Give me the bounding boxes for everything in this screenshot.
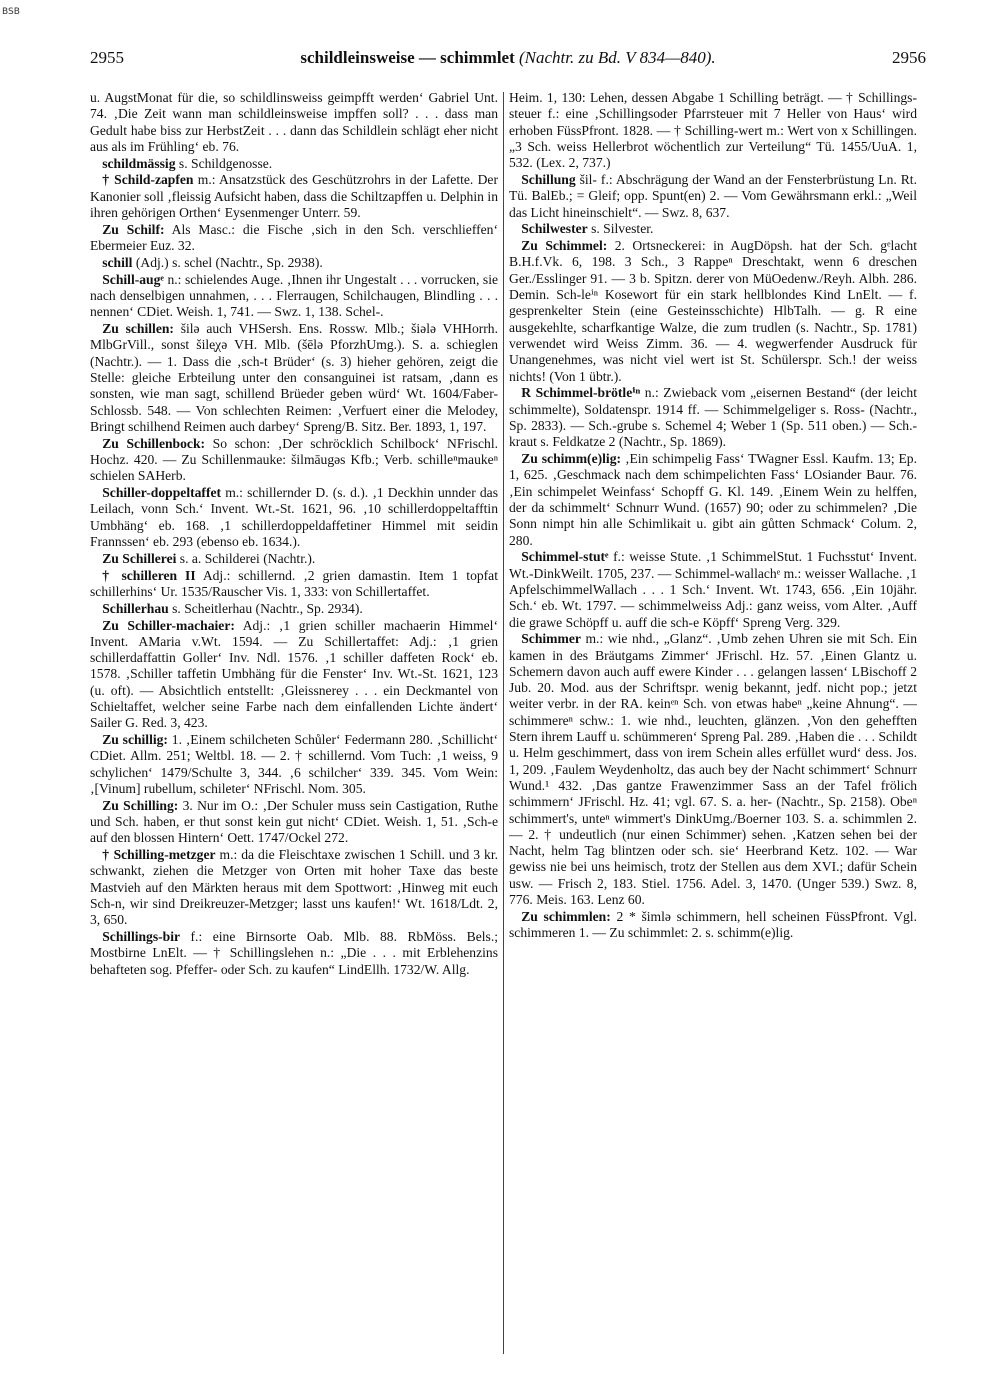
entry-text: m.: schillernder D. (s. d.). ‚1 Deckhin unnder das Leilach, vonn Sch.‘ Invent. Wt.-St. 1621, 96. ‚10 schillerdoppeltafftin Umbhäng‘ eb. 168. ‚1 schillerdoppeldaffetiner Himmel mit seidin Frannssen‘ eb. 293 (ebenso eb. 1634.).	[90, 485, 498, 550]
entry-headword: Schillung	[521, 171, 576, 187]
dictionary-entry	[509, 385, 917, 450]
entry-text: 1. ‚Einem schilcheten Schůler‘ Federmann 280. ‚Schillicht‘ CDiet. Allm. 251; Weltbl. 18. — 2. † schillernd. Vom Tuch: ‚1 weiss, 9 schylichen‘ 1479/Schulte 3, 344. ‚6 schilcher‘ 339. 345. Vom Wein: ‚[Vinum] rubellum, schileter‘ NFrischl. Nom. 305.	[90, 732, 498, 796]
entry-headword: Zu Schilf:	[102, 221, 165, 237]
dictionary-entry	[90, 551, 498, 567]
entry-headword: Zu Schiller-machaier:	[102, 617, 235, 633]
entry-headword: Schill-augᵉ	[102, 271, 164, 287]
entry-text: f.: weisse Stute. ‚1 SchimmelStut. 1 Fuchsstut‘ Invent. Wt.-DinkWeilt. 1705, 237. — Schimmel-wallachᵉ m.: weisser Wallache. ‚1 ApfelschimmelWallach . . . 1 Sch.‘ Invent. Wt. 1743, 656. ‚Ein 10jähr. Sch.‘ eb. Wt. 1797. — schimmelweiss Adj.: ganz weiss, vom Alter. ‚Auff die grawe Schöpff u. auff die sch‑e Köpff‘ Spreng Verg. 329.	[509, 549, 917, 630]
entry-text: s. Silvester.	[591, 221, 654, 237]
entry-text: m.: Ansatzstück des Geschützrohrs in der Lafette. Der Kanonier soll ‚fleissig Aufsicht haben, dass die Schiltzapffen u. Delphin in ihren gehörigen Orthen‘ Eysenmenger Unterr. 59.	[90, 172, 498, 221]
right-column	[509, 90, 917, 1362]
entry-headword: Schimmer	[521, 631, 581, 647]
dictionary-entry	[90, 618, 498, 732]
running-title-keywords: schildleinsweise — schimmlet	[300, 48, 515, 67]
entry-headword: † Schild-zapfen	[102, 172, 194, 188]
entry-headword: Zu schimmlen:	[521, 908, 611, 924]
dictionary-entry	[509, 238, 917, 385]
entry-headword: Schillings-bir	[102, 929, 181, 945]
entry-text: m.: da die Fleischtaxe zwischen 1 Schill. und 3 kr. schwankt, ziehen die Metzger von Orten mit hoher Taxe das beste Mastvieh auf den Märkten heraus mit dem Spottwort: ‚Hinweg mit euch Sch‑n, wir sind Dreikreuzer-Metzger; lasst uns kaufen!‘ Wt. 1618/Ldt. 2, 3, 650.	[90, 847, 498, 928]
dictionary-entry	[90, 321, 498, 435]
dictionary-entry	[90, 255, 498, 271]
entry-headword: Schillerhau	[102, 600, 169, 616]
left-column	[90, 90, 498, 1362]
entry-headword: Schilwester	[521, 221, 588, 237]
entry-headword: Zu Schillerei	[102, 550, 177, 566]
entry-headword: schill	[102, 254, 133, 270]
entry-text: n.: schielendes Auge. ‚Ihnen ihr Ungestalt . . . vorrucken, sie nach denselbigen unnahmen, . . . Flerraugen, Schilchaugen, Blindling . . . nennen‘ CDiet. Weish. 1, 741. — Swz. 1, 138. Schel-.	[90, 271, 498, 320]
entry-headword: † Schilling-metzger	[102, 847, 216, 863]
dictionary-entry	[509, 631, 917, 908]
entry-text: 3. Nur im O.: ‚Der Schuler muss sein Castigation, Ruthe und Sch. haben, er thut sonst kein gut nicht‘ CDiet. Weish. 1, 51. ‚Sch‑e auf den blossen Hintern‘ Oett. 1747/Ockel 272.	[90, 797, 498, 846]
dictionary-entry	[509, 549, 917, 630]
entry-text: 2. Ortsneckerei: in AugDöpsh. hat der Sch. gᵉlacht B.H.f.Vk. 6, 198. 3 Sch., 3 Rappeⁿ Dreschtakt, wenn 6 dreschen Ger./Esslinger 91. — 3 b. Spitzn. derer von MüOedenw./Reyh. Albh. 286. Demin. Sch-leⁱⁿ Kosewort für ein stark hellblondes Kind LnElt. — f. gesprenkelter Stein (eine Gesteinsschichte) HlbTalh. — g. R eine ausgekehlte, scharfkantige Walze, die zum trudlen (s. Nachtr., Sp. 1781) verwendet wird Weiss Zimm. 36. — 4. wegwerfender Ausdruck für Unangenehmes, was nicht viel wert ist St. Schülerspr. Sch.! der weiss nichts! (Von 1 übtr.).	[509, 238, 917, 384]
entry-headword: Zu Schilling:	[102, 797, 179, 813]
dictionary-entry	[90, 222, 498, 255]
entry-text: s. a. Schilderei (Nachtr.).	[179, 550, 316, 566]
entry-text: ‚Ein schimpelig Fass‘ TWagner Essl. Kaufm. 13; Ep. 1, 625. ‚Geschmack nach dem schimpelichten Fass‘ LOsiander Baur. 76. ‚Ein schimpelet Weinfass‘ Schopff G. Kl. 149. ‚Einem Wein zu helffen, der da schimmelt‘ Schnurr Wund. (1657) 90; oder zu schimmelen? ‚Die Sonn nimpt hin alle Schimlikait u. gibt ain gůtten Schmack‘ Colum. 2, 280.	[509, 451, 917, 548]
entry-text: šilə auch VHSersh. Ens. Rossw. Mlb.; šiələ VHHorrh. MlbGrVill., sonst šilᶒχə VH. Mlb. (šēlə PforzhUmg.). S. a. schieglen (Nachtr.). — 1. Dass die ‚sch‑t Brüder‘ (s. 3) hieher gehören, zeigt die Stelle: gleiche Erbteilung unter den consanguinei ist ratsam, ‚dann es sonsten, wie man sagt, schillend Brüeder geben würd‘ Wt. 1604/Faber-Schlossb. 548. — Von schlechten Reimen: ‚Verfuert einer die Melodey, Bringt schilhend Reimen auch darbey‘ Spreng/B. Sitz. Ber. 1893, 1, 197.	[90, 321, 498, 434]
entry-text: m.: wie nhd., „Glanz“. ‚Umb zehen Uhren sie mit Sch. Ein kamen in des Bräutgams Zimmer‘ JFrischl. Hz. 57. ‚Einen Glantz u. Schemern davon auch auff ewere Kinder . . . gelangen lassen‘ LBischoff 2 Jub. 20. Mod. aus der Schriftspr. wenig bekannt, jedf. nicht pop.; jetzt weiter verbr. in der RA. keinᵉⁿ Sch. von etwas habeⁿ „keine Ahnung“. — schimmereⁿ schw.: 1. wie nhd., leuchten, glänzen. ‚Von den gehefften Stern ihrem Lauff u. schümmeren‘ Spreng Pal. 289. ‚Haben die . . . Schildt u. Helm geschimmert, dass von irem Schein alles erfüllet wurd‘ dess. Jos. 1, 209. ‚Faulem Weydenholtz, das auch bey der Nacht schimmert‘ Schnurr Wund.¹ 432. ‚Das gantze Frawenzimmer Sass an der Tafel frölich schimmern‘ JFrischl. Hz. 41; vgl. 67. S. a. her- (Nachtr., Sp. 2158). Obeⁿ schimmert's, unteⁿ wimmert's DinkUmg./Boerner 103. S. a. schimmlen 2. — 2. † undeutlich (nur einen Schimmer) sehen. ‚Katzen sehen bei der Nacht, helm Tag blintzen oder sch. sie‘ Heerbrand Ketz. 102. — War gewiss nie bei uns heimisch, trotz der Stellen aus dem XVI.; dafür Schein usw. — Frisch 2, 183. Stiel. 1756. Adel. 3, 1470. (Unger 539.) Swz. 8, 776. Meis. 163. Lenz 60.	[509, 631, 917, 908]
entry-headword: Schimmel-stutᵉ	[521, 549, 609, 565]
running-title	[90, 44, 926, 72]
running-title-reference: (Nachtr. zu Bd. V 834—840).	[519, 48, 716, 67]
entry-text: (Adj.) s. schel (Nachtr., Sp. 2938).	[135, 254, 323, 270]
dictionary-entry	[90, 436, 498, 485]
entry-headword: R Schimmel-brötleⁱⁿ	[521, 385, 641, 401]
entry-headword: Zu schillen:	[102, 321, 174, 337]
entry-text: u. AugstMonat für die, so schildlinsweiss geimpfft werden‘ Gabriel Unt. 74. ‚Die Zeit wann man schildleinsweise impffen soll? . . . dass man Gedult habe biss zur HerbstZeit . . . dann das Schildlein schlägt eher nicht aus als im Frühling‘ eb. 76.	[90, 90, 498, 154]
dictionary-entry	[509, 451, 917, 549]
entry-text: s. Scheitlerhau (Nachtr., Sp. 2934).	[172, 600, 363, 616]
dictionary-entry	[90, 90, 498, 155]
dictionary-entry	[509, 221, 917, 237]
page-number-left: 2955	[90, 48, 124, 67]
entry-headword: Zu Schimmel:	[521, 238, 608, 254]
entry-text: 2 * šimlə schimmern, hell scheinen FüssPfront. Vgl. schimmeren 1. — Zu schimmlet: 2. s. schimm(e)lig.	[509, 908, 917, 941]
dictionary-entry	[509, 172, 917, 221]
entry-text: Adj.: schillernd. ‚2 grien damastin. Item 1 topfat schillerhins‘ Ur. 1535/Rauscher Vis. 1, 333: von Schillertaffet.	[90, 567, 498, 599]
library-stamp: BSB	[2, 7, 20, 17]
dictionary-entry	[90, 156, 498, 172]
dictionary-entry	[90, 929, 498, 978]
entry-text: šil- f.: Abschrägung der Wand an der Fensterbrüstung Ln. Rt. Tü. BalEb.; = Gleif; opp. Spunt(en) 2. — Vom Gewährsmann erkl.: „Weil das Licht hineinschielt“. — Swz. 8, 637.	[509, 171, 917, 220]
entry-text: Als Masc.: die Fische ‚sich in den Sch. verschlieffen‘ Ebermeier Euz. 32.	[90, 221, 498, 254]
entry-headword: † schilleren II	[102, 567, 196, 583]
entry-text: f.: eine Birnsorte Oab. Mlb. 88. RbMöss. Bels.; Mostbirne LnElt. — † Schillingslehen n.: „Die . . . mit Erblehenzins behafteten sog. Pfeffer- oder Sch. zu kaufen“ LindEllh. 1732/W. Allg.	[90, 929, 498, 977]
entry-headword: Schiller-doppeltaffet	[102, 485, 222, 501]
page-number-right: 2956	[892, 48, 926, 67]
entry-text: Adj.: ‚1 grien schiller machaerin Himmel‘ Invent. AMaria v.Wt. 1594. — Zu Schillertaffet: Adj.: ‚1 grien schillerdaffattin Goller‘ Inv. Ndl. 1576. ‚1 schiller daffeten Rock‘ eb. 1578. ‚Schiller taffetin Umbhäng für die Fenster‘ Inv. Wt.-St. 1621, 123 (u. oft). — Absichtlich entstellt: ‚Gleissnerey . . . ein Deckmantel von Schieltaffet, welcher seine Farbe nach dem einfallenden Lichte ändert‘ Sailer G. Red. 3, 423.	[90, 617, 498, 731]
dictionary-entry	[509, 909, 917, 942]
entry-text: Heim. 1, 130: Lehen, dessen Abgabe 1 Schilling beträgt. — † Schillings-steuer f.: eine ‚Schillingsoder Pfarrsteuer mit 7 Heller von Haus‘ wird erhoben FüssPfront. 1828. — † Schilling-wert m.: Wert von x Schillingen. „3 Sch. weiss Hellerbrot wöchentlich zur Verteilung“ Tü. 1455/UuA. 1, 532. (Lex. 2, 737.)	[509, 90, 917, 171]
dictionary-entry	[509, 90, 917, 171]
column-divider	[503, 92, 504, 1354]
dictionary-entry	[90, 172, 498, 221]
dictionary-entry	[90, 568, 498, 601]
entry-headword: Zu Schillenbock:	[102, 435, 206, 451]
dictionary-entry	[90, 485, 498, 550]
entry-headword: Zu schimm(e)lig:	[521, 451, 622, 467]
page-header	[90, 44, 926, 72]
dictionary-entry	[90, 847, 498, 928]
entry-text: So schon: ‚Der schröcklich Schilbock‘ NFrischl. Hochz. 420. — Zu Schillenmauke: šilmāugəs Kfb.; Verb. schilleⁿmaukeⁿ schielen SAHerb.	[90, 435, 498, 484]
entry-text: n.: Zwieback vom „eisernen Bestand“ (der leicht schimmelte), Soldatenspr. 1914 ff. — Schimmelgeliger s. Ross- (Nachtr., Sp. 2833). — Sch.-grube s. Schemel 4; Weber 1 (Sp. 511 oben.) — Sch.-kraut s. Feldkatze 2 (Nachtr., Sp. 1869).	[509, 385, 917, 450]
entry-headword: schildmässig	[102, 155, 176, 171]
dictionary-entry	[90, 272, 498, 321]
dictionary-entry	[90, 601, 498, 617]
entry-text: s. Schildgenosse.	[178, 155, 273, 171]
dictionary-entry	[90, 732, 498, 797]
entry-headword: Zu schillig:	[102, 732, 168, 748]
dictionary-entry	[90, 798, 498, 847]
